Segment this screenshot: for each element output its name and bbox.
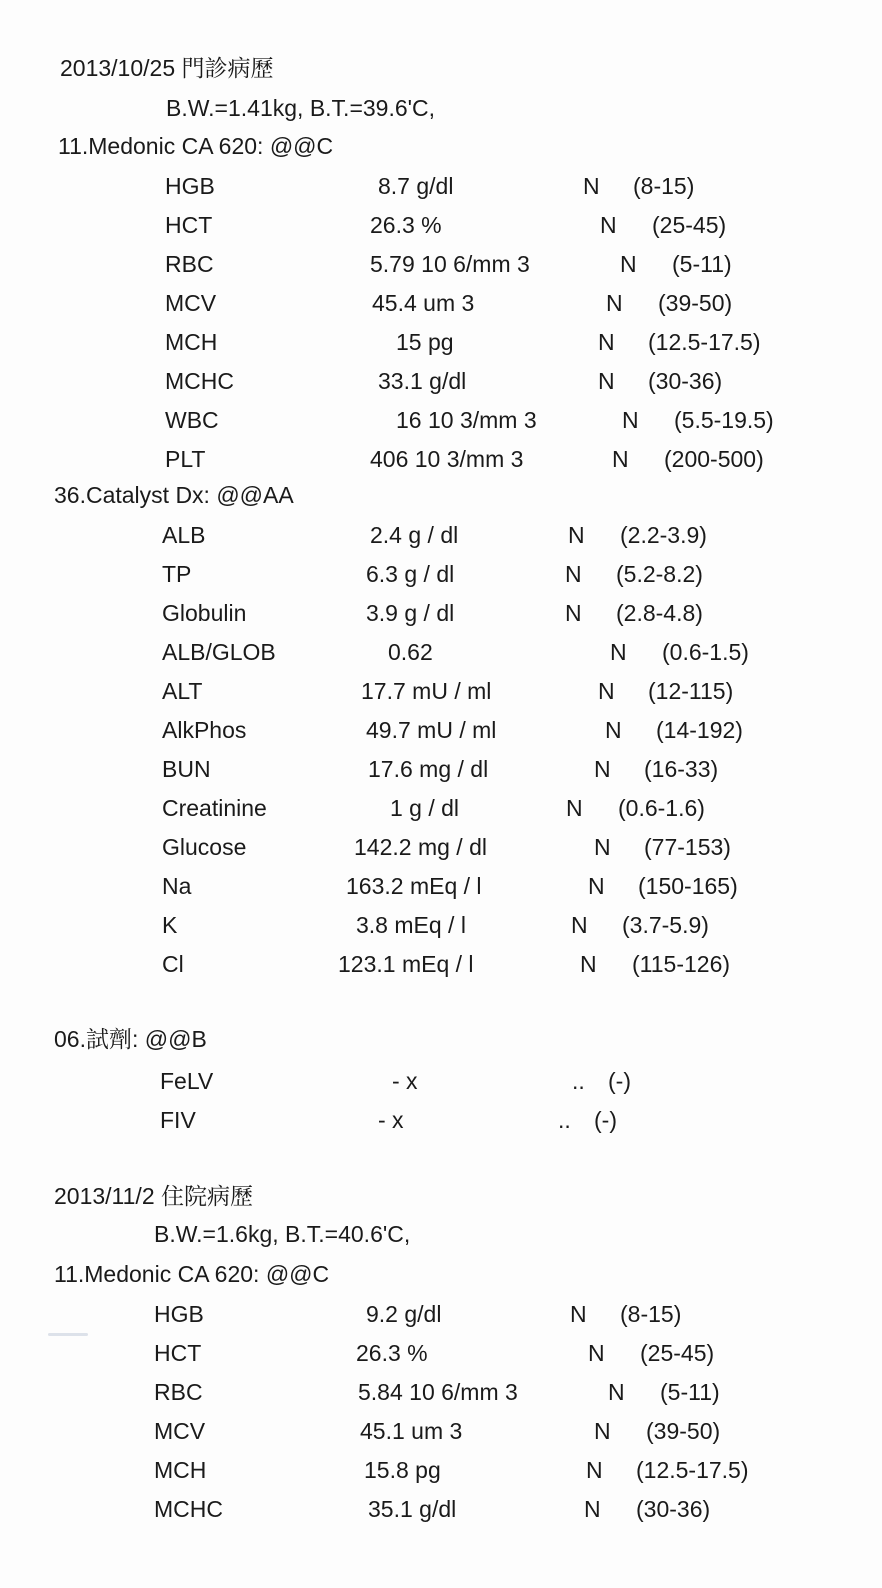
test-name: Creatinine (162, 795, 267, 821)
result-row (0, 950, 882, 980)
test-name: ALT (162, 678, 203, 704)
test-flag: N (594, 834, 611, 860)
test-value: 0.62 (388, 639, 433, 665)
test-flag: N (565, 600, 582, 626)
test-value: 17.6 mg / dl (368, 756, 489, 782)
visit2-date-heading: 2013/11/2 住院病歷 (54, 1183, 254, 1209)
reference-range: (5.5-19.5) (674, 407, 774, 433)
result-row (0, 521, 882, 551)
test-name: PLT (165, 446, 206, 472)
result-row (0, 406, 882, 436)
test-name: WBC (165, 407, 219, 433)
test-flag: N (622, 407, 639, 433)
visit1-cbc-header: 11.Medonic CA 620: @@C (58, 133, 334, 159)
test-name: RBC (154, 1379, 203, 1405)
result-row (0, 560, 882, 590)
test-name: Globulin (162, 600, 247, 626)
test-flag: N (566, 795, 583, 821)
reference-range: (12.5-17.5) (636, 1457, 749, 1483)
test-value: 45.4 um 3 (372, 290, 475, 316)
result-row (0, 833, 882, 863)
test-value: - x (378, 1107, 404, 1133)
result-row (0, 1300, 882, 1330)
test-flag: N (605, 717, 622, 743)
reference-range: (5.2-8.2) (616, 561, 703, 587)
test-name: Cl (162, 951, 184, 977)
test-name: RBC (165, 251, 214, 277)
test-value: 26.3 % (356, 1340, 428, 1366)
test-value: 49.7 mU / ml (366, 717, 497, 743)
test-flag: .. (558, 1107, 571, 1133)
test-flag: N (588, 873, 605, 899)
test-value: 15 pg (396, 329, 454, 355)
reference-range: (25-45) (652, 212, 727, 238)
reference-range: (30-36) (648, 368, 723, 394)
result-row (0, 250, 882, 280)
test-name: MCH (165, 329, 218, 355)
result-row (0, 677, 882, 707)
test-name: HCT (165, 212, 213, 238)
result-row (0, 1339, 882, 1369)
test-name: FIV (160, 1107, 196, 1133)
test-name: MCV (165, 290, 217, 316)
test-flag: N (606, 290, 623, 316)
test-flag: N (598, 368, 615, 394)
reference-range: (12-115) (648, 678, 734, 704)
test-name: MCHC (165, 368, 234, 394)
result-row (0, 755, 882, 785)
test-name: HGB (165, 173, 215, 199)
test-flag: N (571, 912, 588, 938)
test-flag: N (598, 329, 615, 355)
result-row (0, 1456, 882, 1486)
reference-range: (5-11) (660, 1379, 720, 1405)
result-row (0, 872, 882, 902)
reference-range: (2.2-3.9) (620, 522, 707, 548)
result-row (0, 1106, 882, 1136)
reference-range: (200-500) (664, 446, 764, 472)
test-name: BUN (162, 756, 211, 782)
test-name: MCV (154, 1418, 206, 1444)
result-row (0, 1067, 882, 1097)
test-name: MCHC (154, 1496, 223, 1522)
test-flag: N (565, 561, 582, 587)
reference-range: (16-33) (644, 756, 719, 782)
result-row (0, 445, 882, 475)
test-name: AlkPhos (162, 717, 247, 743)
test-value: 163.2 mEq / l (346, 873, 482, 899)
test-flag: N (610, 639, 627, 665)
test-value: 6.3 g / dl (366, 561, 455, 587)
test-value: 1 g / dl (390, 795, 460, 821)
test-flag: N (600, 212, 617, 238)
test-value: 16 10 3/mm 3 (396, 407, 537, 433)
visit1-vitals: B.W.=1.41kg, B.T.=39.6'C, (166, 95, 436, 121)
result-row (0, 1417, 882, 1447)
reference-range: (39-50) (646, 1418, 721, 1444)
result-row (0, 1378, 882, 1408)
test-flag: N (583, 173, 600, 199)
result-row (0, 794, 882, 824)
test-value: 9.2 g/dl (366, 1301, 442, 1327)
test-flag: N (594, 756, 611, 782)
test-flag: N (584, 1496, 601, 1522)
scan-speck (48, 1333, 88, 1336)
test-name: K (162, 912, 178, 938)
result-row (0, 599, 882, 629)
test-name: FeLV (160, 1068, 214, 1094)
reference-range: (25-45) (640, 1340, 715, 1366)
visit1-chem-header: 36.Catalyst Dx: @@AA (54, 482, 294, 508)
reference-range: (3.7-5.9) (622, 912, 709, 938)
result-row (0, 716, 882, 746)
reference-range: (8-15) (620, 1301, 682, 1327)
visit1-date-heading: 2013/10/25 門診病歷 (60, 55, 274, 81)
test-value: 406 10 3/mm 3 (370, 446, 524, 472)
test-value: - x (392, 1068, 418, 1094)
reference-range: (115-126) (632, 951, 731, 977)
test-flag: N (580, 951, 597, 977)
reference-range: (30-36) (636, 1496, 711, 1522)
reference-range: (14-192) (656, 717, 743, 743)
test-name: Na (162, 873, 192, 899)
test-value: 123.1 mEq / l (338, 951, 474, 977)
test-name: Glucose (162, 834, 247, 860)
test-flag: N (588, 1340, 605, 1366)
test-value: 35.1 g/dl (368, 1496, 457, 1522)
reference-range: (-) (608, 1068, 631, 1094)
reference-range: (12.5-17.5) (648, 329, 761, 355)
reference-range: (2.8-4.8) (616, 600, 703, 626)
test-value: 26.3 % (370, 212, 442, 238)
result-row (0, 328, 882, 358)
test-flag: N (612, 446, 629, 472)
test-flag: N (586, 1457, 603, 1483)
test-value: 8.7 g/dl (378, 173, 454, 199)
test-value: 2.4 g / dl (370, 522, 459, 548)
reference-range: (39-50) (658, 290, 733, 316)
test-value: 45.1 um 3 (360, 1418, 463, 1444)
result-row (0, 289, 882, 319)
test-name: MCH (154, 1457, 207, 1483)
test-flag: N (570, 1301, 587, 1327)
reference-range: (0.6-1.6) (618, 795, 705, 821)
result-row (0, 638, 882, 668)
test-value: 142.2 mg / dl (354, 834, 487, 860)
test-value: 33.1 g/dl (378, 368, 467, 394)
test-name: TP (162, 561, 192, 587)
test-name: HGB (154, 1301, 204, 1327)
test-value: 5.79 10 6/mm 3 (370, 251, 530, 277)
reference-range: (8-15) (633, 173, 695, 199)
test-flag: N (594, 1418, 611, 1444)
reference-range: (150-165) (638, 873, 738, 899)
test-value: 5.84 10 6/mm 3 (358, 1379, 518, 1405)
test-flag: N (608, 1379, 625, 1405)
test-name: ALB/GLOB (162, 639, 276, 665)
reference-range: (5-11) (672, 251, 732, 277)
test-name: HCT (154, 1340, 202, 1366)
visit2-cbc-header: 11.Medonic CA 620: @@C (54, 1261, 330, 1287)
result-row (0, 211, 882, 241)
result-row (0, 911, 882, 941)
test-flag: N (598, 678, 615, 704)
result-row (0, 367, 882, 397)
reference-range: (77-153) (644, 834, 731, 860)
test-value: 3.8 mEq / l (356, 912, 466, 938)
test-name: ALB (162, 522, 206, 548)
test-flag: .. (572, 1068, 585, 1094)
reference-range: (-) (594, 1107, 617, 1133)
test-value: 3.9 g / dl (366, 600, 455, 626)
visit1-reagent-header: 06.試劑: @@B (54, 1026, 207, 1052)
test-flag: N (568, 522, 585, 548)
visit2-vitals: B.W.=1.6kg, B.T.=40.6'C, (154, 1221, 411, 1247)
result-row (0, 172, 882, 202)
test-flag: N (620, 251, 637, 277)
result-row (0, 1495, 882, 1525)
test-value: 15.8 pg (364, 1457, 441, 1483)
reference-range: (0.6-1.5) (662, 639, 749, 665)
test-value: 17.7 mU / ml (361, 678, 492, 704)
